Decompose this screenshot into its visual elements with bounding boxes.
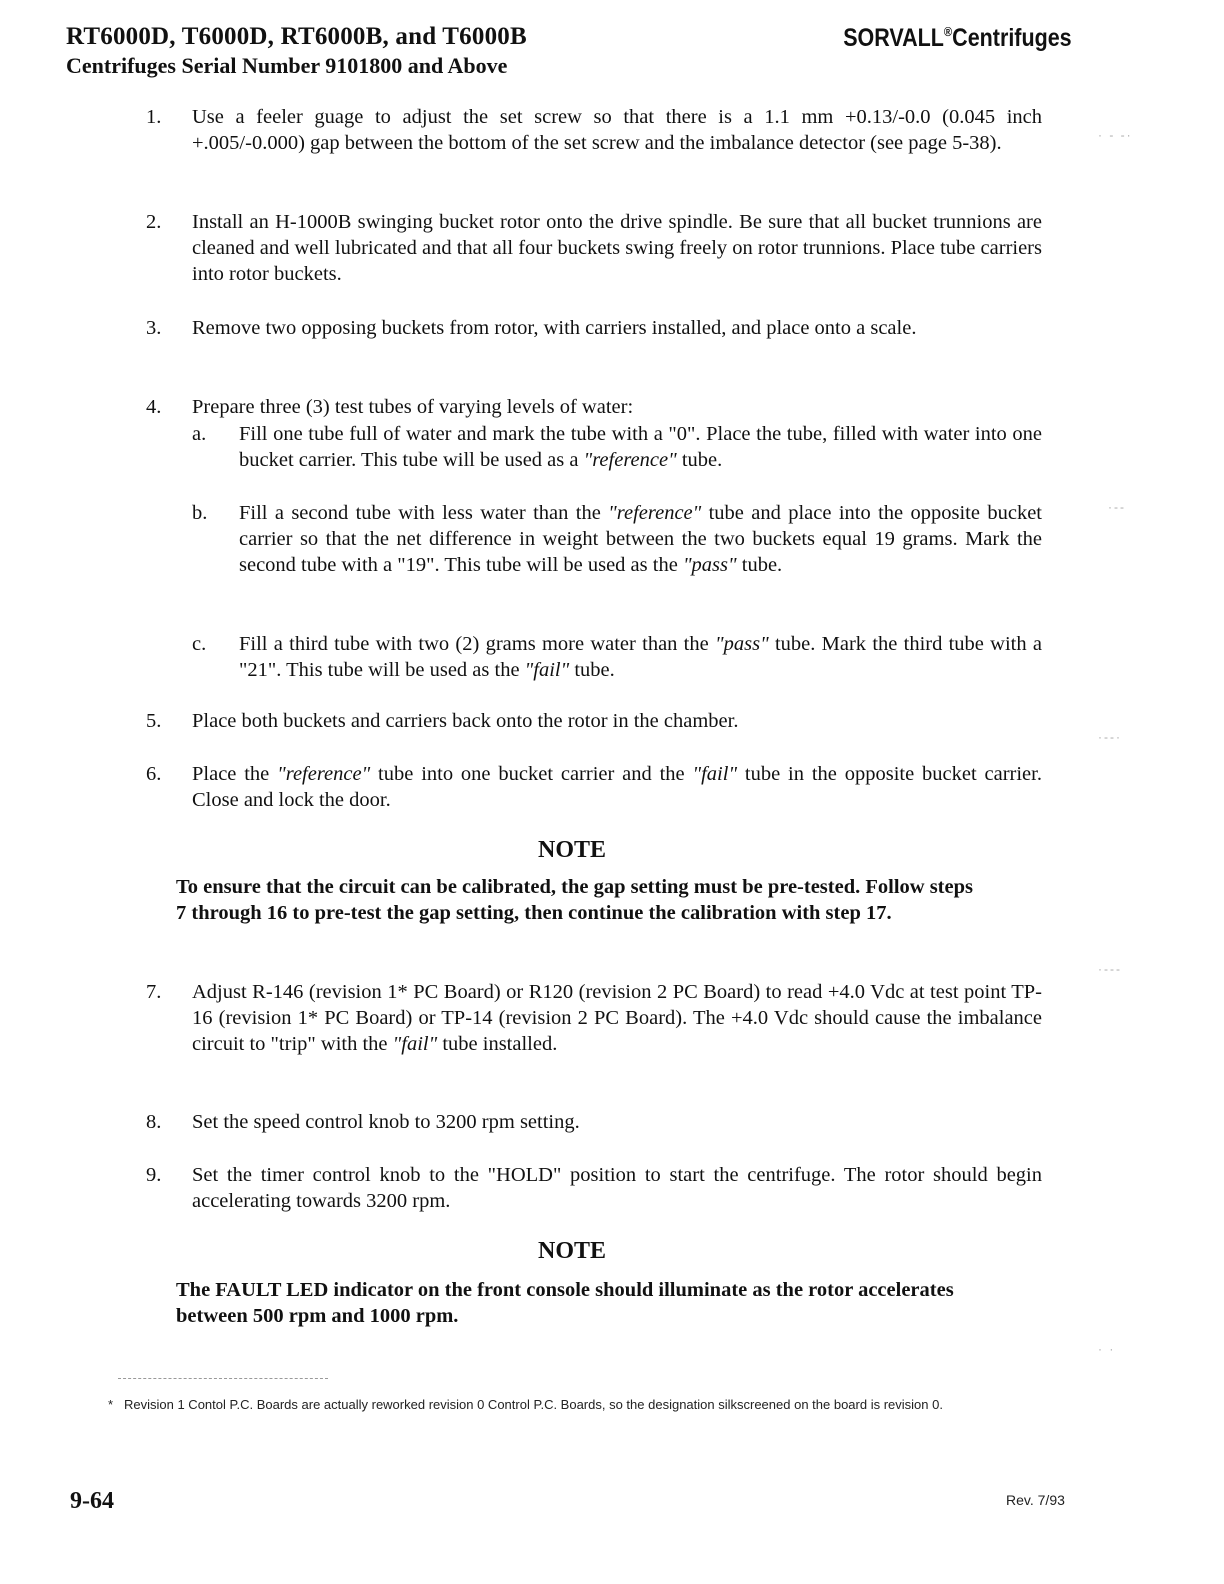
note-text: To ensure that the circuit can be calibrated, the gap setting must be pre-tested. Follow steps 7 through 16 to pre-test the gap setting, then continue the calibration with step 17.	[176, 876, 973, 924]
step-number: 7.	[146, 981, 162, 1003]
step-6	[146, 761, 1042, 813]
page-number: 9-64	[70, 1488, 114, 1514]
substep-letter: c.	[192, 633, 207, 655]
document-header	[66, 22, 527, 80]
step-number: 6.	[146, 763, 162, 785]
step-8	[146, 1109, 1042, 1135]
step-text: Install an H-1000B swinging bucket rotor onto the drive spindle. Be sure that all bucket trunnions are cleaned and well lubricated and that all four buckets swing freely on rotor trunnions. Place tube carriers into rotor buckets.	[192, 211, 1042, 285]
step-text: Place the "reference" tube into one bucket carrier and the "fail" tube in the opposite bucket carrier. Close and lock the door.	[192, 763, 1042, 811]
substep-letter: a.	[192, 423, 207, 445]
step-3	[146, 315, 1042, 341]
step-number: 8.	[146, 1111, 162, 1133]
step-text: Place both buckets and carriers back onto the rotor in the chamber.	[192, 710, 739, 732]
substep-text: Fill one tube full of water and mark the tube with a "0". Place the tube, filled with water into one bucket carrier. This tube will be used as a "reference" tube.	[239, 423, 1042, 471]
brand-suffix: Centrifuges	[952, 24, 1072, 52]
document-subtitle: Centrifuges Serial Number 9101800 and Above	[66, 53, 508, 78]
step-text: Remove two opposing buckets from rotor, with carriers installed, and place onto a scale.	[192, 317, 917, 339]
step-9	[146, 1162, 1042, 1214]
revision-date: Rev. 7/93	[1006, 1492, 1065, 1508]
step-text: Set the speed control knob to 3200 rpm setting.	[192, 1111, 580, 1133]
substep-text: Fill a third tube with two (2) grams more water than the "pass" tube. Mark the third tube with a "21". This tube will be used as the "fail" tube.	[239, 633, 1042, 681]
scan-speck: ·--	[1108, 500, 1126, 514]
substep-b	[192, 500, 1042, 578]
step-number: 2.	[146, 211, 162, 233]
step-7	[146, 979, 1042, 1057]
document-title: RT6000D, T6000D, RT6000B, and T6000B	[66, 23, 527, 50]
registered-mark: ®	[944, 24, 953, 39]
step-text: Adjust R-146 (revision 1* PC Board) or R120 (revision 2 PC Board) to read +4.0 Vdc at test point TP-16 (revision 1* PC Board) or TP-14 (revision 2 PC Board). The +4.0 Vdc should cause the imbalance circuit to "trip" with the "fail" tube installed.	[192, 981, 1042, 1055]
scan-speck: ·---	[1098, 962, 1122, 976]
footnote	[108, 1396, 1048, 1414]
step-number: 3.	[146, 317, 162, 339]
brand-name: SORVALL	[843, 24, 945, 52]
scan-speck: ·--·	[1098, 730, 1122, 744]
footnote-divider	[118, 1378, 328, 1379]
note-text: The FAULT LED indicator on the front console should illuminate as the rotor accelerates between 500 rpm and 1000 rpm.	[176, 1279, 954, 1327]
step-5	[146, 708, 1042, 734]
substep-c	[192, 631, 1042, 683]
substep-a	[192, 421, 1042, 473]
step-text: Set the timer control knob to the "HOLD" position to start the centrifuge. The rotor should begin accelerating towards 3200 rpm.	[192, 1164, 1042, 1212]
footnote-marker: *	[108, 1397, 114, 1412]
step-1	[146, 104, 1042, 156]
brand-header	[844, 24, 1072, 53]
step-text: Use a feeler guage to adjust the set screw so that there is a 1.1 mm +0.13/-0.0 (0.045 inch +.005/-0.000) gap between the bottom of the set screw and the imbalance detector (see page 5-38).	[192, 106, 1042, 154]
step-text: Prepare three (3) test tubes of varying levels of water:	[192, 396, 634, 418]
step-2	[146, 209, 1042, 287]
substep-text: Fill a second tube with less water than the "reference" tube and place into the opposite bucket carrier so that the net difference in weight between the two buckets equal 19 grams. Mark the second tube with a "19". This tube will be used as the "pass" tube.	[239, 502, 1042, 576]
scan-speck: · ·	[1098, 1342, 1116, 1356]
step-number: 5.	[146, 710, 162, 732]
step-number: 1.	[146, 106, 162, 128]
step-number: 4.	[146, 396, 162, 418]
note-heading: NOTE	[537, 837, 606, 863]
footnote-text: Revision 1 Contol P.C. Boards are actually reworked revision 0 Control P.C. Boards, so the designation silkscreened on the board is revision 0.	[124, 1397, 943, 1412]
step-4	[146, 394, 1042, 420]
note-heading: NOTE	[537, 1238, 606, 1264]
scan-speck: · - -·	[1098, 128, 1133, 142]
step-number: 9.	[146, 1164, 162, 1186]
substep-letter: b.	[192, 502, 208, 524]
